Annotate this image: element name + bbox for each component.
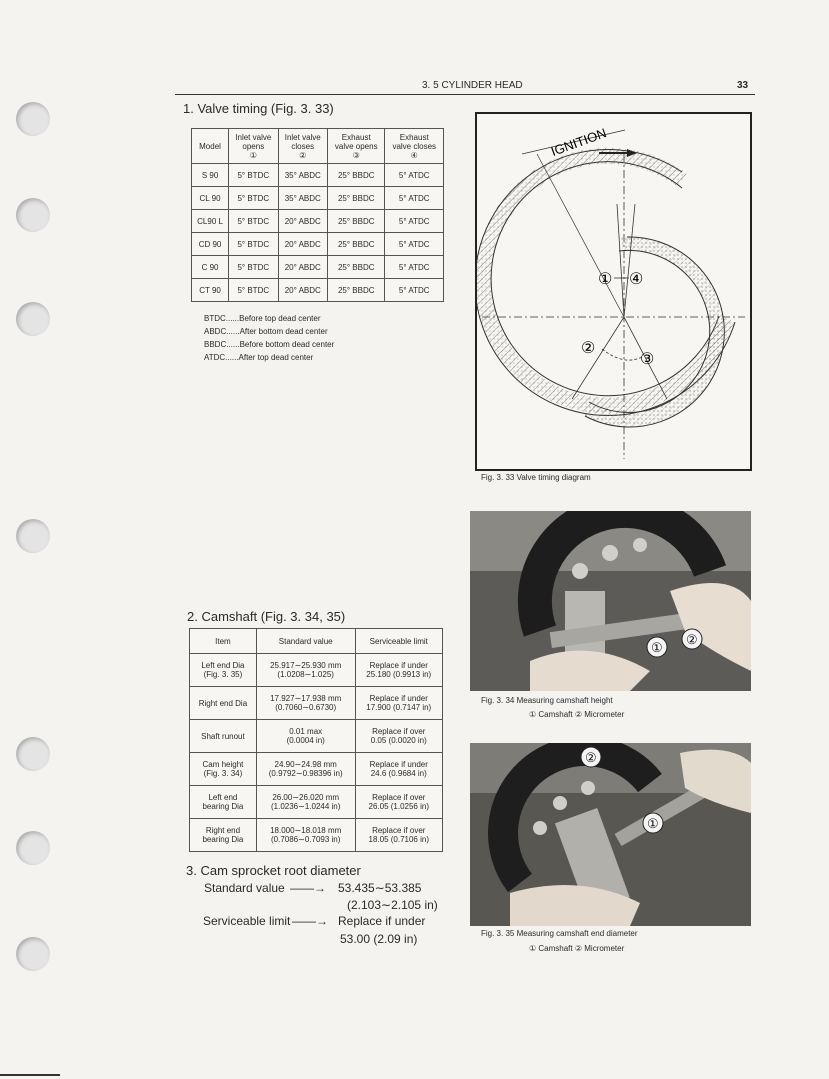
cs-cell-line: Replace if over [372,826,426,835]
cs-cell-line: 24.6 (0.9684 in) [370,769,427,778]
vt-cell: S 90 [192,164,229,187]
sprocket-standard-arrow: ——→ [290,881,326,895]
vt-col-header-line: valve opens [334,141,378,151]
cs-row [190,786,443,819]
vt-cell: 5° ATDC [385,256,444,279]
vt-col-header-line: Model [199,141,221,151]
fig-335-legend: ① Camshaft ② Micrometer [529,944,625,953]
binder-hole [16,737,50,771]
cs-cell-line: (Fig. 3. 35) [203,670,243,679]
camshaft-heading: 2. Camshaft (Fig. 3. 34, 35) [187,609,346,624]
sprocket-standard-value: 53.435∼53.385 [338,881,422,895]
vt-col-header [229,129,278,164]
vt-cell: 20° ABDC [278,233,328,256]
vt-row [192,279,444,302]
cs-cell-item [190,819,257,852]
cs-cell-item [190,786,257,819]
fig-335-caption: Fig. 3. 35 Measuring camshaft end diameter [481,929,638,938]
cs-cell-line: 17.900 (0.7147 in) [366,703,432,712]
sprocket-limit-value2: 53.00 (2.09 in) [340,932,418,946]
vt-col-header-line: Exhaust [341,132,371,142]
binder-hole [16,831,50,865]
cs-cell-line: Replace if over [372,727,426,736]
cs-cell-limit [355,819,442,852]
header-rule [175,94,755,95]
cs-cell-line: (1.0236∼1.0244 in) [270,802,341,811]
vt-col-header-line: opens [242,141,265,151]
cs-cell-line: 0.01 max [289,727,323,736]
page-edge-line [0,1074,60,1076]
cs-cell-line: Right end [205,826,241,835]
cs-cell-line: (0.9792∼0.98396 in) [268,769,343,778]
cs-cell-limit [355,720,442,753]
vt-col-header [192,129,229,164]
cs-row [190,654,443,687]
cs-cell-line: bearing Dia [202,835,244,844]
cs-cell-limit [355,654,442,687]
cs-cell-line: 26.00∼26.020 mm [272,793,340,802]
vt-row [192,210,444,233]
cs-cell-standard [256,654,355,687]
fig-333-caption: Fig. 3. 33 Valve timing diagram [481,473,591,482]
sprocket-limit-arrow: ——→ [292,914,328,928]
camshaft-diameter-photo [470,743,751,926]
cs-cell-line: 0.05 (0.0020 in) [370,736,427,745]
marker-2: ② [581,340,596,357]
vt-cell: 5° ATDC [385,164,444,187]
cs-cell-line: Replace if under [369,661,428,670]
vt-row [192,233,444,256]
vt-cell: 5° BTDC [229,187,278,210]
valve-timing-heading: 1. Valve timing (Fig. 3. 33) [183,101,334,116]
fig-334-legend: ① Camshaft ② Micrometer [529,710,625,719]
vt-cell: 25° BBDC [328,187,385,210]
vt-col-header [328,129,385,164]
vt-col-header-line: ① [249,150,257,160]
vt-col-header-line: closes [291,141,315,151]
binder-hole [16,198,50,232]
valve-timing-diagram [475,112,752,471]
photo1-marker-1: ① [651,640,663,655]
cs-cell-line: Replace if under [369,760,428,769]
vt-col-header [278,129,328,164]
vt-cell: CL90 L [192,210,229,233]
cs-cell-line: (Fig. 3. 34) [203,769,243,778]
vt-col-header-line: ② [299,150,307,160]
cs-cell-line: Left end [208,793,238,802]
marker-4: ④ [629,271,644,288]
vt-cell: 5° ATDC [385,210,444,233]
vt-col-header-line: ④ [410,150,418,160]
micrometer-photo-svg [470,511,751,691]
vt-col-header-line: valve closes [392,141,437,151]
cs-cell-standard [256,720,355,753]
cs-cell-standard [256,786,355,819]
vt-col-header-line: Inlet valve [284,132,321,142]
cs-cell-line: Right end Dia [198,698,248,708]
sprocket-standard-value-in: (2.103∼2.105 in) [347,898,438,912]
vt-cell: 20° ABDC [278,256,328,279]
cs-cell-line: 26.05 (1.0256 in) [368,802,429,811]
camshaft-height-photo [470,511,751,691]
cs-cell-limit [355,786,442,819]
legend-line: ATDC......After top dead center [204,353,314,362]
cs-cell-limit [355,753,442,786]
cs-cell-standard [256,819,355,852]
vt-cell: 5° ATDC [385,279,444,302]
photo2-marker-2: ② [585,750,597,765]
vt-row [192,187,444,210]
vt-cell: 35° ABDC [278,187,328,210]
marker-1: ① [598,271,613,288]
vt-cell: 25° BBDC [328,164,385,187]
cs-cell-standard [256,687,355,720]
cs-cell-line: Replace if under [369,694,428,703]
cs-col-header: Standard value [256,629,355,654]
vt-cell: C 90 [192,256,229,279]
cs-cell-line: Shaft runout [201,731,245,741]
cs-row [190,687,443,720]
cs-row [190,720,443,753]
cs-cell-line: Replace if over [372,793,426,802]
cs-cell-line: Left end Dia [201,661,245,670]
cs-cell-item [190,753,257,786]
vt-cell: 5° BTDC [229,279,278,302]
vt-cell: 5° ATDC [385,187,444,210]
binder-hole [16,102,50,136]
sprocket-limit-value: Replace if under [338,914,426,928]
marker-3: ③ [640,351,655,368]
fig-334-caption: Fig. 3. 34 Measuring camshaft height [481,696,613,705]
photo2-marker-1: ① [647,816,659,831]
legend-line: BBDC......Before bottom dead center [204,340,335,349]
cs-cell-line: (0.7060∼0.6730) [275,703,337,712]
cs-row [190,819,443,852]
legend-line: ABDC......After bottom dead center [204,327,328,336]
vt-cell: 25° BBDC [328,256,385,279]
timing-diagram-svg [477,114,750,469]
legend-line: BTDC......Before top dead center [204,314,321,323]
vt-row [192,164,444,187]
vt-cell: CT 90 [192,279,229,302]
cs-cell-line: (0.7086∼0.7093 in) [270,835,341,844]
sprocket-heading: 3. Cam sprocket root diameter [186,863,361,878]
vt-cell: CD 90 [192,233,229,256]
vt-cell: 5° ATDC [385,233,444,256]
micrometer-photo2-svg [470,743,751,926]
cs-cell-line: 24.90∼24.98 mm [274,760,337,769]
vt-cell: 35° ABDC [278,164,328,187]
binder-hole [16,302,50,336]
section-header: 3. 5 CYLINDER HEAD [422,80,523,91]
vt-col-header-line: Exhaust [399,132,429,142]
valve-timing-table [191,128,444,302]
binder-hole [16,519,50,553]
cs-col-header: Serviceable limit [355,629,442,654]
cs-cell-standard [256,753,355,786]
cs-cell-line: (1.0208∼1.025) [277,670,334,679]
vt-cell: 25° BBDC [328,210,385,233]
vt-cell: CL 90 [192,187,229,210]
vt-col-header-line: ③ [352,150,360,160]
cs-cell-item [190,720,257,753]
vt-cell: 20° ABDC [278,279,328,302]
cs-cell-line: Cam height [202,760,244,769]
cs-cell-line: 18.05 (0.7106 in) [368,835,429,844]
vt-cell: 25° BBDC [328,233,385,256]
cs-cell-item [190,654,257,687]
camshaft-spec-table [189,628,443,852]
cs-cell-limit [355,687,442,720]
sprocket-standard-label: Standard value [204,881,285,895]
photo1-marker-2: ② [686,632,698,647]
cs-cell-line: 17.927∼17.938 mm [270,694,342,703]
vt-cell: 5° BTDC [229,256,278,279]
vt-cell: 20° ABDC [278,210,328,233]
binder-hole [16,937,50,971]
vt-cell: 5° BTDC [229,233,278,256]
ignition-label: IGNITION [548,125,609,160]
vt-cell: 5° BTDC [229,164,278,187]
cs-col-header: Item [190,629,257,654]
cs-cell-line: 25.917∼25.930 mm [270,661,342,670]
vt-row [192,256,444,279]
page-number: 33 [737,80,749,91]
abbreviation-legend [204,312,334,364]
cs-cell-line: bearing Dia [202,802,244,811]
cs-cell-item [190,687,257,720]
vt-col-header [385,129,444,164]
cs-cell-line: 25.180 (0.9913 in) [366,670,432,679]
vt-cell: 5° BTDC [229,210,278,233]
vt-cell: 25° BBDC [328,279,385,302]
cs-row [190,753,443,786]
vt-col-header-line: Inlet valve [235,132,272,142]
cs-cell-line: (0.0004 in) [286,736,325,745]
cs-cell-line: 18.000∼18.018 mm [270,826,342,835]
sprocket-limit-label: Serviceable limit [203,914,291,928]
